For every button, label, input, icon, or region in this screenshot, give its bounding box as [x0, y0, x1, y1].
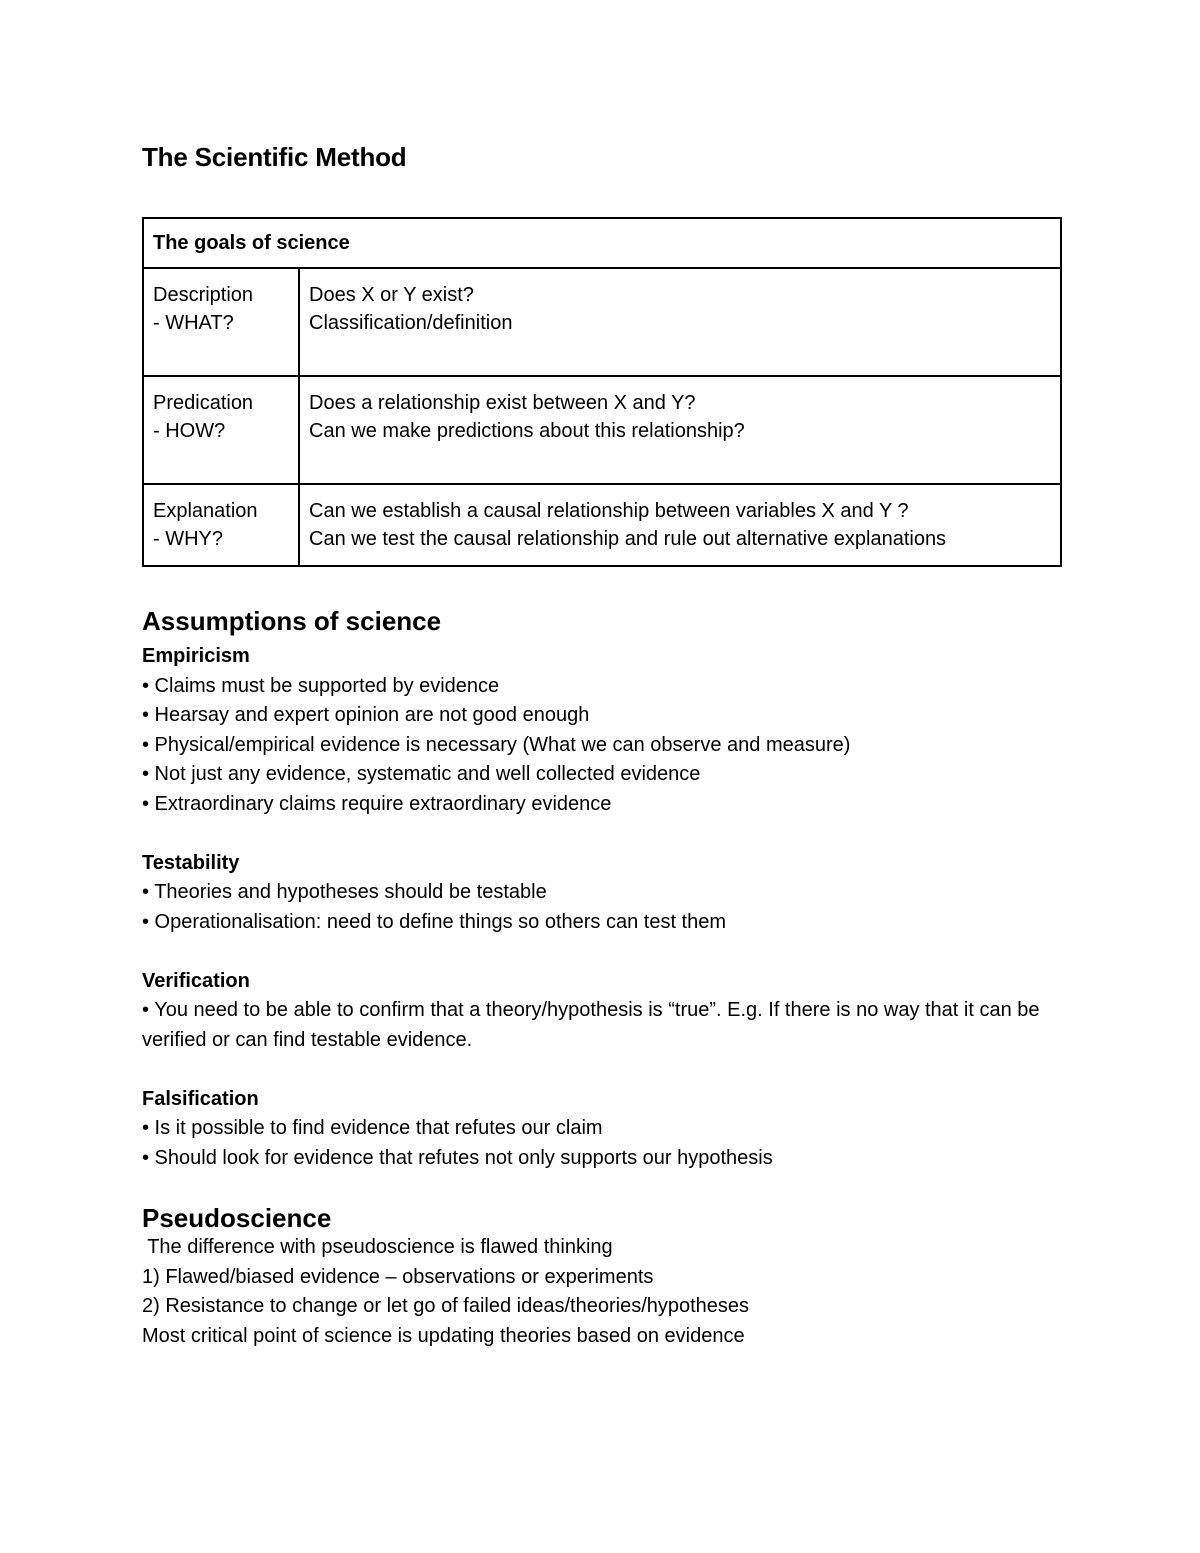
falsification-heading: Falsification	[142, 1087, 259, 1110]
goals-table-header: The goals of science	[143, 218, 1061, 268]
goal-question: - HOW?	[153, 420, 226, 442]
goal-detail-line: Can we test the causal relationship and rule out alternative explanations	[309, 528, 947, 550]
goals-table	[142, 217, 1062, 567]
text-line: Most critical point of science is updating theories based on evidence	[142, 1324, 745, 1347]
goal-name: Predication	[153, 392, 254, 414]
goal-name: Explanation	[153, 500, 258, 522]
goal-detail-cell	[299, 484, 1061, 566]
list-item: • Operationalisation: need to define things so others can test them	[142, 910, 727, 933]
goal-detail-line: Can we establish a causal relationship between variables X and Y ?	[309, 500, 909, 522]
testability-heading: Testability	[142, 851, 240, 874]
goal-detail-line: Classification/definition	[309, 312, 513, 334]
page-title: The Scientific Method	[142, 142, 407, 172]
list-item: • Physical/empirical evidence is necessary (What we can observe and measure)	[142, 733, 851, 756]
table-row	[143, 376, 1061, 484]
spacer	[142, 819, 1062, 849]
text-line: 1) Flawed/biased evidence – observations or experiments	[142, 1265, 654, 1288]
goal-detail-cell	[299, 376, 1061, 484]
assumptions-section	[142, 606, 1062, 1173]
goal-question: - WHY?	[153, 528, 223, 550]
pseudoscience-heading: Pseudoscience	[142, 1203, 332, 1233]
goal-detail-line: Does X or Y exist?	[309, 284, 474, 306]
list-item: • Not just any evidence, systematic and well collected evidence	[142, 763, 701, 785]
goal-detail-cell	[299, 268, 1061, 376]
empiricism-heading: Empiricism	[142, 645, 250, 667]
table-row	[143, 268, 1061, 376]
goal-detail-line: Does a relationship exist between X and Y?	[309, 392, 696, 414]
goal-question: - WHAT?	[153, 312, 234, 334]
list-item: • Extraordinary claims require extraordinary evidence	[142, 792, 612, 815]
pseudoscience-section	[142, 1203, 1062, 1351]
table-row	[143, 484, 1061, 566]
list-item: • Hearsay and expert opinion are not good enough	[142, 704, 590, 726]
spacer	[142, 1055, 1062, 1085]
list-item: • Is it possible to find evidence that refutes our claim	[142, 1117, 603, 1139]
spacer	[142, 937, 1062, 967]
list-item: • Claims must be supported by evidence	[142, 674, 500, 697]
text-line: The difference with pseudoscience is flawed thinking	[142, 1236, 613, 1258]
goal-cell	[143, 484, 299, 566]
goal-detail-line: Can we make predictions about this relationship?	[309, 420, 745, 442]
goals-table-header-row	[143, 218, 1061, 268]
assumptions-heading: Assumptions of science	[142, 606, 442, 636]
goal-cell	[143, 268, 299, 376]
text-line: 2) Resistance to change or let go of failed ideas/theories/hypotheses	[142, 1295, 750, 1317]
goal-cell	[143, 376, 299, 484]
verification-heading: Verification	[142, 969, 250, 992]
list-item: • Should look for evidence that refutes not only supports our hypothesis	[142, 1146, 773, 1169]
list-item: • You need to be able to confirm that a theory/hypothesis is “true”. E.g. If there is no way that it can be verified or can find testable evidence.	[142, 999, 1040, 1051]
list-item: • Theories and hypotheses should be testable	[142, 881, 547, 903]
goal-name: Description	[153, 284, 254, 306]
